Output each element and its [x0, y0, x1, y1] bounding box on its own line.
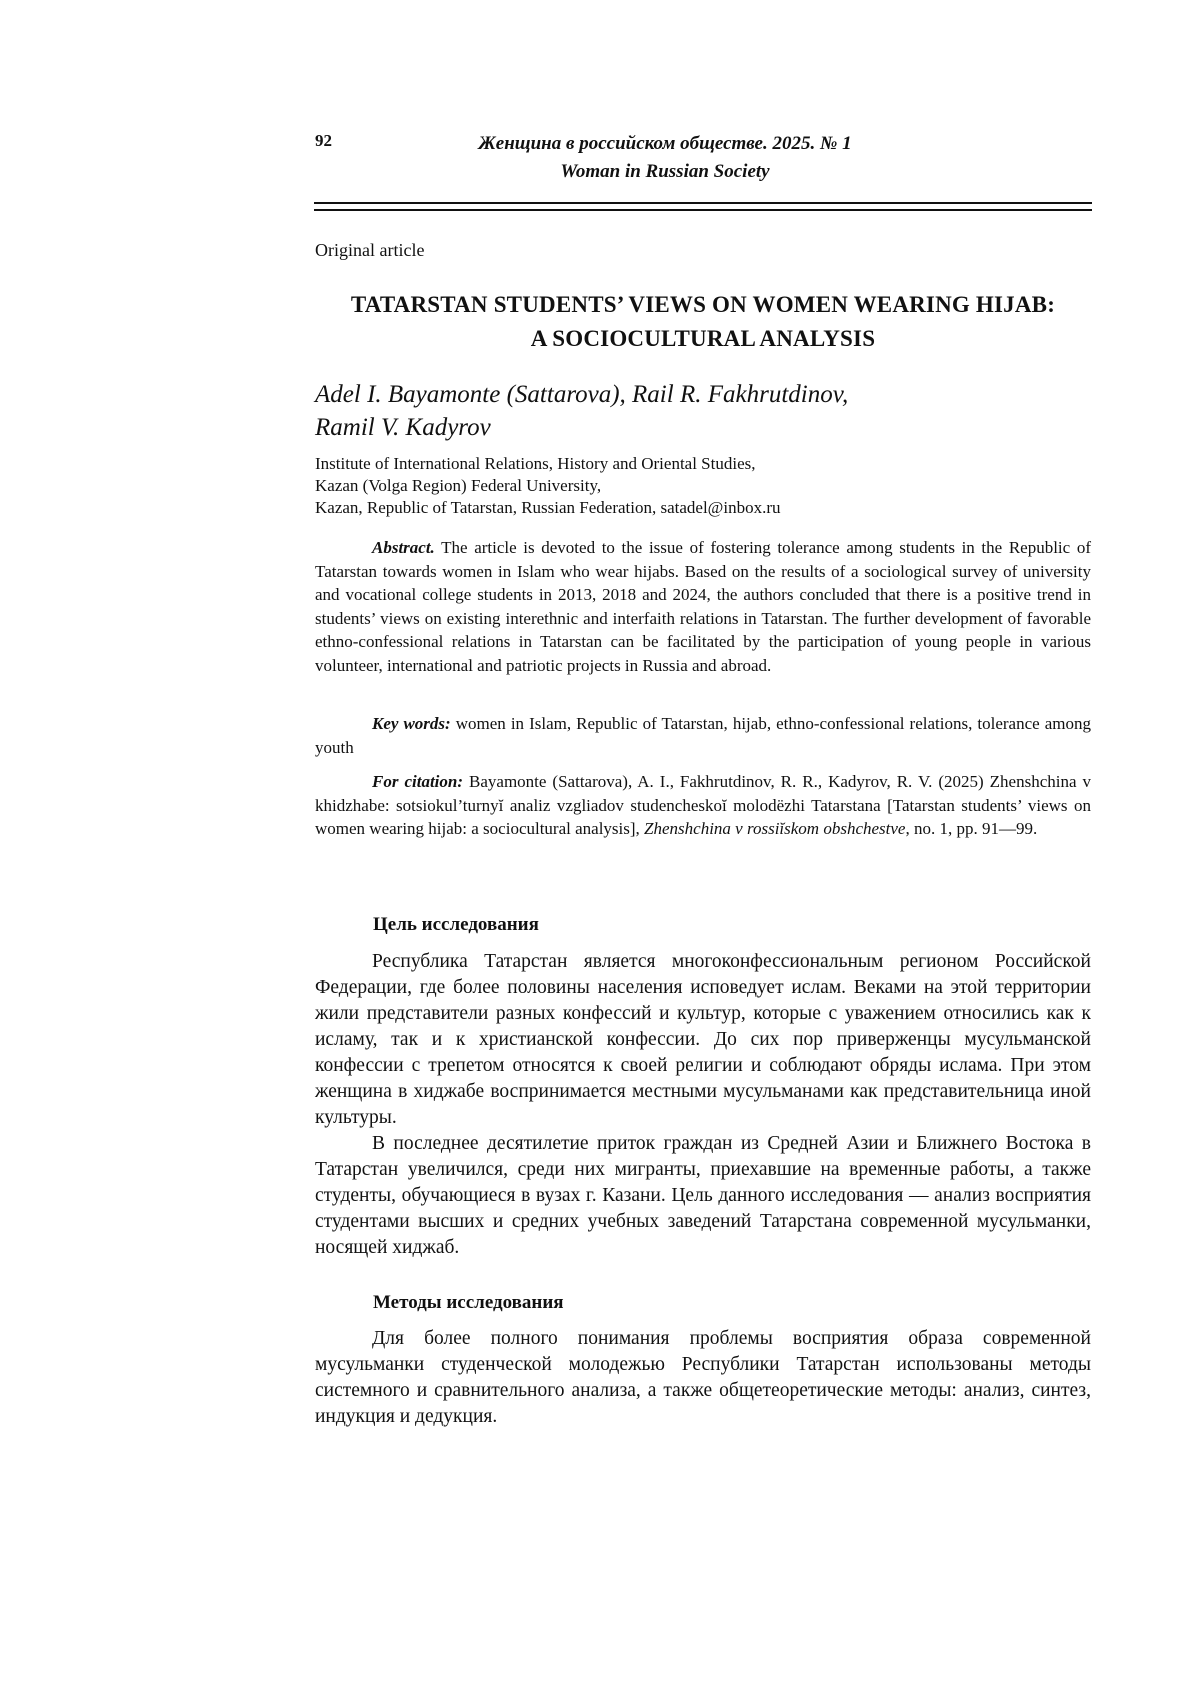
body-paragraph: Для более полного понимания проблемы восприятия образа современной мусульманки студенческой молодежью Республики Татарстан использованы методы системного и сравнительного анализа, а также общетеоретические методы: анализ, синтез, индукция и дедукция.	[315, 1326, 1091, 1430]
abstract-text: The article is devoted to the issue of fostering tolerance among students in the Republic of Tatarstan towards women in Islam who wear hijabs. Based on the results of a sociological survey of university and vocational college students in 2013, 2018 and 2024, the authors concluded that there is a positive trend in students’ views on existing interethnic and interfaith relations in Tatarstan. The further development of favorable ethno-confessional relations in Tatarstan can be facilitated by the participation of young people in various volunteer, international and patriotic projects in Russia and abroad.	[315, 538, 1091, 675]
section-body-methods	[315, 1326, 1091, 1430]
authors	[315, 378, 1015, 444]
article-title-line-2: A SOCIOCULTURAL ANALYSIS	[314, 322, 1092, 356]
citation-label: For citation:	[372, 772, 463, 791]
body-paragraph: В последнее десятилетие приток граждан из Средней Азии и Ближнего Востока в Татарстан увеличился, среди них мигранты, приехавшие на временные работы, а также студенты, обучающиеся в вузах г. Казани. Цель данного исследования — анализ восприятия студентами высших и средних учебных заведений Татарстана современной мусульманки, носящей хиджаб.	[315, 1131, 1091, 1261]
page-number: 92	[315, 131, 332, 151]
section-body-aim	[315, 949, 1091, 1261]
citation	[315, 770, 1091, 841]
authors-line-1: Adel I. Bayamonte (Sattarova), Rail R. Fakhrutdinov,	[315, 378, 1015, 411]
citation-pages: , no. 1, pp. 91—99.	[905, 819, 1037, 838]
article-type-label: Original article	[315, 239, 424, 261]
body-paragraph: Республика Татарстан является многоконфессиональным регионом Российской Федерации, где более половины населения исповедует ислам. Веками на этой территории жили представители разных конфессий и культур, которые с уважением относились как к исламу, так и к христианской конфессии. До сих пор приверженцы мусульманской конфессии с трепетом относятся к своей религии и соблюдают обряды ислама. При этом женщина в хиджабе воспринимается местными мусульманами как представительница иной культуры.	[315, 949, 1091, 1131]
header-rule-top	[314, 202, 1092, 204]
abstract-label: Abstract.	[372, 538, 435, 557]
keywords-label: Key words:	[372, 714, 451, 733]
keywords-text: women in Islam, Republic of Tatarstan, hijab, ethno-confessional relations, tolerance among youth	[315, 714, 1091, 757]
keywords	[315, 712, 1091, 759]
authors-line-2: Ramil V. Kadyrov	[315, 411, 1015, 444]
journal-title-ru: Женщина в российском обществе. 2025. № 1	[440, 130, 890, 158]
journal-title-en: Woman in Russian Society	[440, 158, 890, 186]
running-head	[440, 130, 890, 186]
citation-text: Bayamonte (Sattarova), A. I., Fakhrutdinov, R. R., Kadyrov, R. V. (2025) Zhenshchina v khidzhabe: sotsiokul’turnyĭ analiz vzgliadov studencheskoĭ molodëzhi Tatarstana [Tatarstan students’ views on women wearing hijab: a sociocultural analysis],	[315, 772, 1091, 838]
section-heading-aim: Цель исследования	[373, 913, 539, 937]
affiliation-line-2: Kazan (Volga Region) Federal University,	[315, 475, 1075, 497]
affiliation-line-1: Institute of International Relations, History and Oriental Studies,	[315, 453, 1075, 475]
abstract	[315, 536, 1091, 677]
section-heading-methods: Методы исследования	[373, 1291, 564, 1315]
article-title	[314, 288, 1092, 356]
affiliation	[315, 453, 1075, 519]
article-title-line-1: TATARSTAN STUDENTS’ VIEWS ON WOMEN WEARING HIJAB:	[314, 288, 1092, 322]
journal-page	[0, 0, 1200, 1697]
affiliation-line-3: Kazan, Republic of Tatarstan, Russian Federation, satadel@inbox.ru	[315, 497, 1075, 519]
citation-journal: Zhenshchina v rossiĭskom obshchestve	[644, 819, 905, 838]
header-rule-bottom	[314, 209, 1092, 211]
